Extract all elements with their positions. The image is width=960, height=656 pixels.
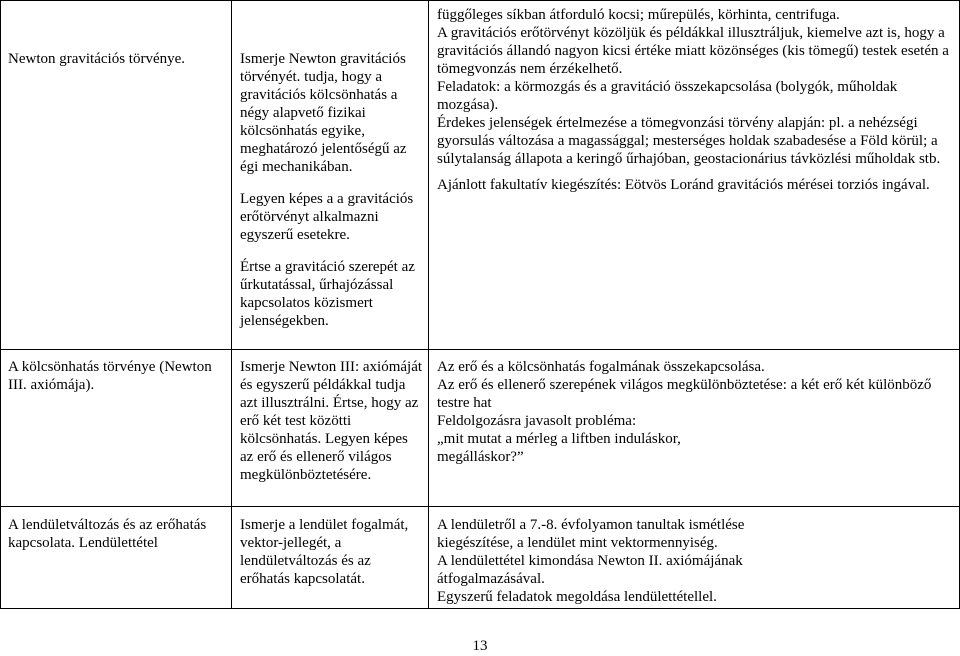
requirement-text: Értse a gravitáció szerepét az űrkutatással, űrhajózással kapcsolatos közismert jelenségekben. <box>240 259 415 329</box>
notes-cell <box>437 6 953 194</box>
note-text: A lendületről a 7.-8. évfolyamon tanultak ismétlése kiegészítése, a lendület mint vektormennyiség. <box>437 517 745 551</box>
topic-cell <box>8 358 223 394</box>
topic-newton-gravity: Newton gravitációs törvénye. <box>8 51 186 67</box>
note-text: „mit mutat a mérleg a liftben induláskor, megálláskor?” <box>437 431 681 465</box>
notes-cell <box>437 358 953 466</box>
page-number: 13 <box>472 638 488 654</box>
row-divider <box>0 506 960 507</box>
note-text: A gravitációs erőtörvényt közöljük és példákkal illusztráljuk, kiemelve azt is, hogy a gravitációs állandó nagyon kicsi értéke miatt közönséges (kis tömegű) testek esetén a tömegvonzás nem érzékelhető. <box>437 25 949 77</box>
requirements-cell <box>240 358 422 484</box>
topic-cell <box>8 50 223 68</box>
table-border-top <box>0 0 960 1</box>
note-text: A lendülettétel kimondása Newton II. axiómájának átfogalmazásával. <box>437 553 743 587</box>
note-text: Feladatok: a körmozgás és a gravitáció összekapcsolása (bolygók, műholdak mozgása). <box>437 79 898 113</box>
requirements-cell <box>240 50 422 330</box>
notes-cell <box>437 516 777 606</box>
table-border-left <box>0 0 1 609</box>
requirement-text: Ismerje Newton III: axiómáját és egyszerű példákkal tudja azt illusztrálni. Értse, hogy az erő két test közötti kölcsönhatás. Legyen képes az erő és ellenerő világos megkülönböztetésére. <box>240 359 423 483</box>
note-text: függőleges síkban átforduló kocsi; műrepülés, körhinta, centrifuga. <box>437 7 840 23</box>
row-divider <box>0 349 960 350</box>
requirement-text: Legyen képes a a gravitációs erőtörvényt alkalmazni egyszerű esetekre. <box>240 191 414 243</box>
note-text: Ajánlott fakultatív kiegészítés: Eötvös Loránd gravitációs mérései torziós ingával. <box>437 177 930 193</box>
topic-momentum: A lendületváltozás és az erőhatás kapcsolata. Lendülettétel <box>8 517 207 551</box>
column-divider <box>428 0 429 609</box>
note-text: Érdekes jelenségek értelmezése a tömegvonzási törvény alapján: pl. a nehézségi gyorsulás változása a magassággal; mesterséges holdak szabadesése a Föld körül; a súlytalanság állapota a keringő űrhajóban, geostacionárius távközlési műholdak stb. <box>437 115 941 167</box>
table-border-bottom <box>0 608 960 609</box>
topic-newton-third-law: A kölcsönhatás törvénye (Newton III. axiómája). <box>8 359 212 393</box>
note-text: Egyszerű feladatok megoldása lendülettétellel. <box>437 589 717 605</box>
requirement-text: Ismerje Newton gravitációs törvényét. tudja, hogy a gravitációs kölcsönhatás a négy alapvető fizikai kölcsönhatás egyike, meghatározó jelentőségű az égi mechanikában. <box>240 51 407 175</box>
note-text: Az erő és ellenerő szerepének világos megkülönböztetése: a két erő két különböző testre hat <box>437 377 932 411</box>
note-text: Az erő és a kölcsönhatás fogalmának összekapcsolása. <box>437 359 765 375</box>
topic-cell <box>8 516 223 552</box>
requirements-cell <box>240 516 422 588</box>
note-text: Feldolgozásra javasolt probléma: <box>437 413 637 429</box>
column-divider <box>231 0 232 609</box>
requirement-text: Ismerje a lendület fogalmát, vektor-jellegét, a lendületváltozás és az erőhatás kapcsolatát. <box>240 517 409 587</box>
